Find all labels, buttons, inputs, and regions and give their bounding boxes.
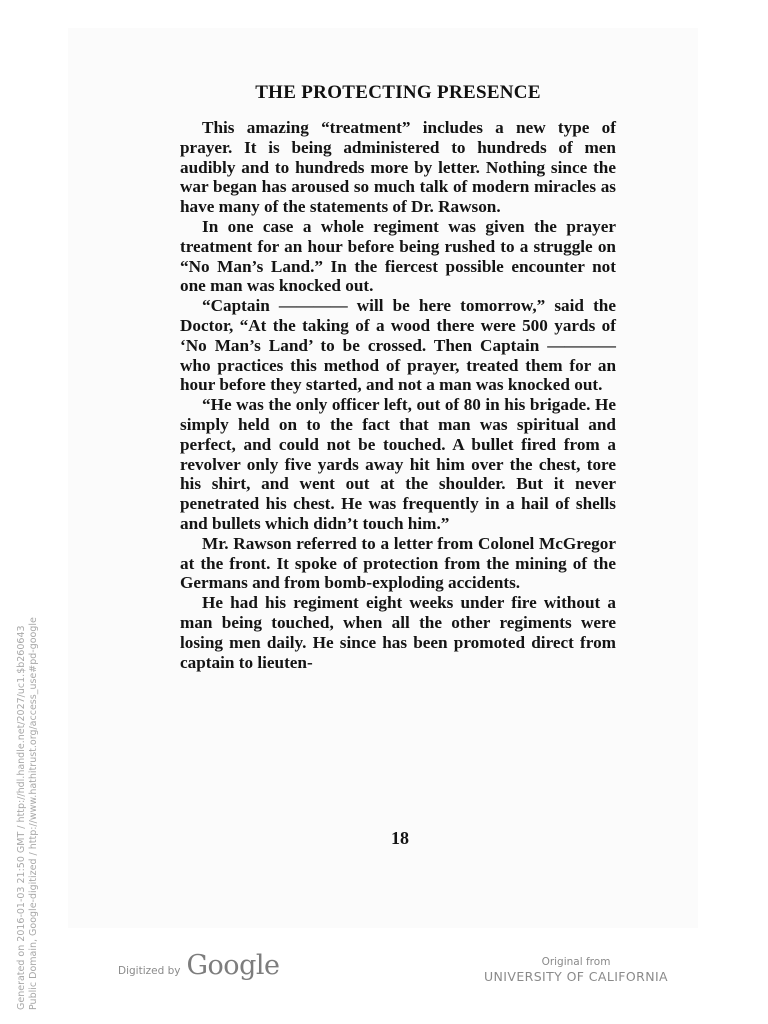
license-stamp-line: Public Domain, Google-digitized / http://www.hathitrust.org/access_use#pd-google [28,617,39,1010]
digitized-by-google [118,950,279,981]
paragraph: Mr. Rawson referred to a letter from Colonel McGregor at the front. It spoke of protection from the mining of the Germans and from bomb-exploding accidents. [180,533,616,593]
paragraph: He had his regiment eight weeks under fire without a man being touched, when all the other regiments were losing men daily. He since has been promoted direct from captain to lieuten- [180,593,616,672]
generation-stamp [16,617,40,1010]
paragraph: “Captain ———— will be here tomorrow,” said the Doctor, “At the taking of a wood there were 500 yards of ‘No Man’s Land’ to be crossed. Then Captain ———— who practices this method of prayer, treated them for an hour before they started, and not a man was knocked out. [180,296,616,395]
generation-stamp-line: Generated on 2016-01-03 21:50 GMT / http://hdl.handle.net/2027/uc1.$b260643 [16,625,27,1010]
google-logo: Google [186,950,280,981]
page-number: 18 [391,828,409,848]
body-text [180,118,616,672]
original-from [478,955,674,985]
paragraph: In one case a whole regiment was given the prayer treatment for an hour before being rushed to a struggle on “No Man’s Land.” In the fiercest possible encounter not one man was knocked out. [180,216,616,296]
digitized-by-label: Digitized by [118,965,181,977]
page-title: THE PROTECTING PRESENCE [255,82,541,103]
paragraph: This amazing “treatment” includes a new type of prayer. It is being administered to hundreds of men audibly and to hundreds more by letter. Nothing since the war began has aroused so much talk of modern miracles as have many of the statements of Dr. Rawson. [180,118,616,217]
original-from-label: Original from [541,956,611,968]
institution-name: UNIVERSITY OF CALIFORNIA [483,969,669,984]
paragraph: “He was the only officer left, out of 80 in his brigade. He simply held on to the fact that man was spiritual and perfect, and could not be touched. A bullet fired from a revolver only five yards away hit him over the chest, tore his shirt, and went out at the shoulder. But it never penetrated his chest. He was frequently in a hail of shells and bullets which didn’t touch him.” [180,395,616,533]
